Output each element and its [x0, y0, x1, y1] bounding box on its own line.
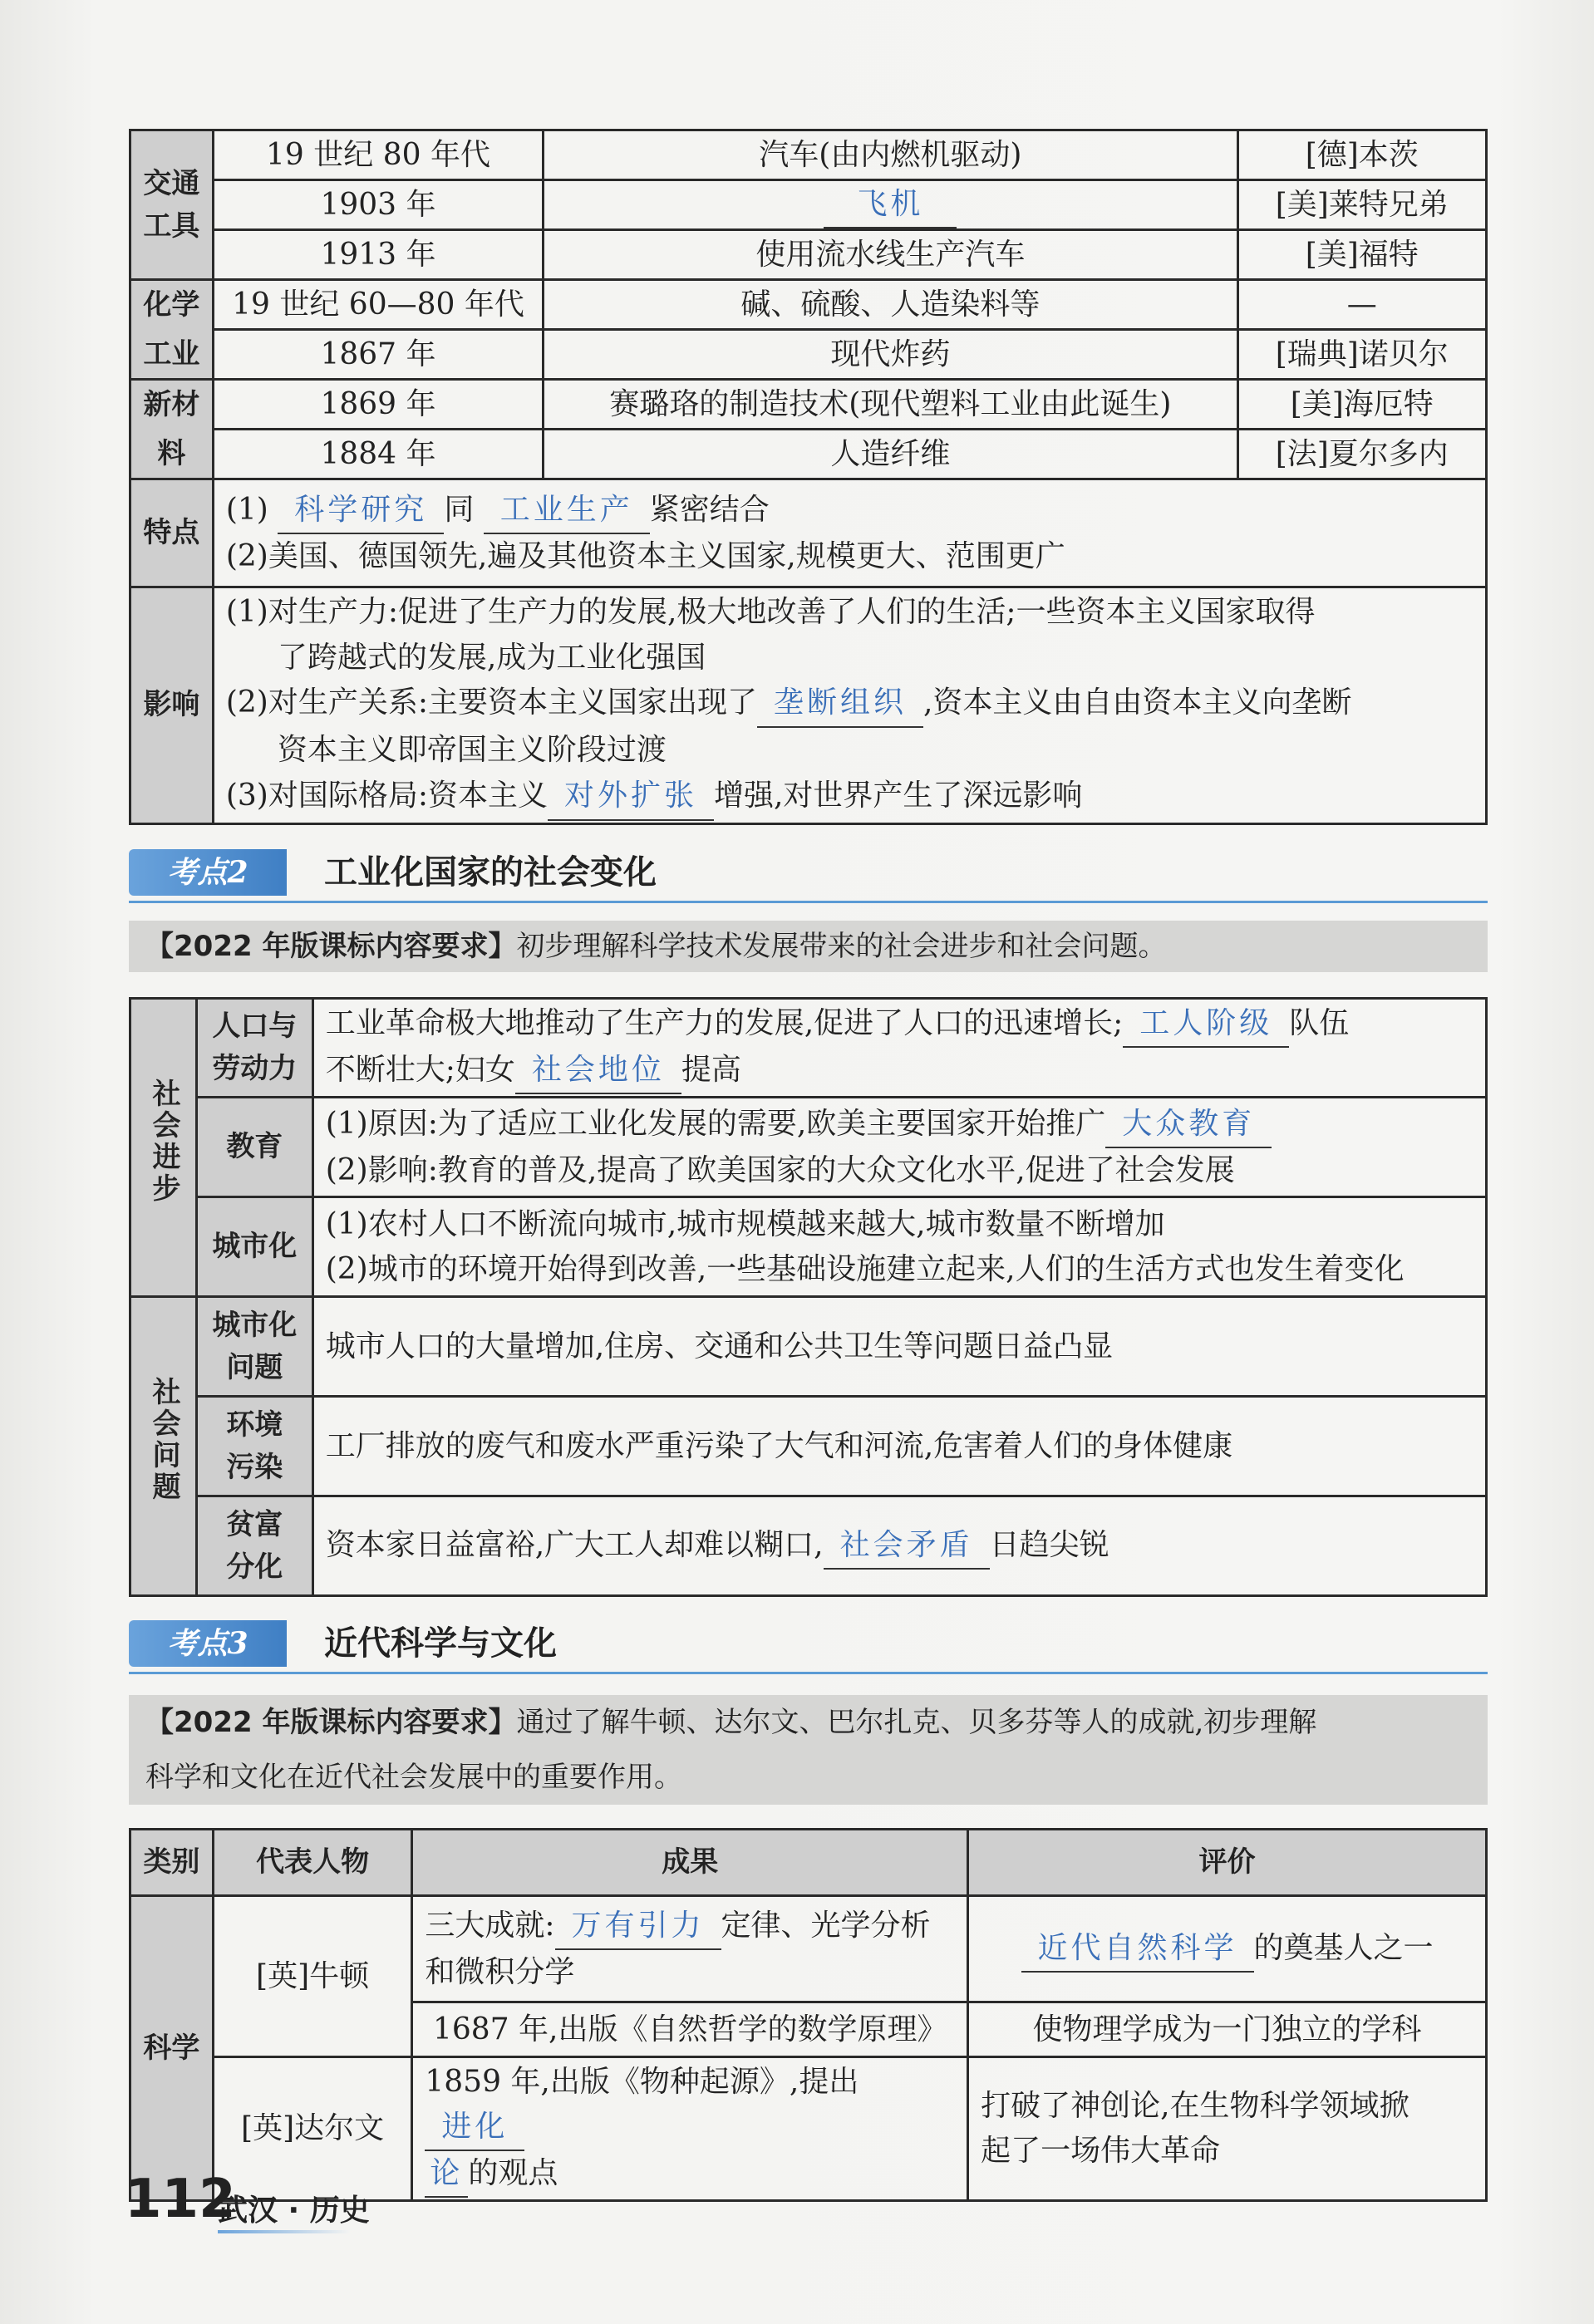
- category-newmat: 新材 料: [130, 380, 214, 479]
- person-cell: [美]海厄特: [1237, 380, 1486, 430]
- person-cell: [美]莱特兄弟: [1237, 180, 1486, 230]
- features-cell: (1) 科学研究 同 工业生产 紧密结合 (2)美国、德国领先,遍及其他资本主义国家,规模更大、范围更广: [213, 479, 1486, 587]
- env-cell: 工厂排放的废气和废水严重污染了大气和河流,危害着人们的身体健康: [312, 1397, 1486, 1496]
- problems-label: 社会问题: [130, 1297, 197, 1596]
- person-cell: [美]福特: [1237, 230, 1486, 280]
- page-number: 112: [125, 2169, 236, 2230]
- answer-blank: 社会矛盾: [824, 1523, 990, 1570]
- category-science: 科学: [130, 1896, 214, 2201]
- table-row: [130, 1496, 1487, 1596]
- progress-label: 社会进步: [130, 999, 197, 1297]
- table-row: [130, 999, 1487, 1098]
- newton-book: 1687 年,出版《自然哲学的数学原理》: [412, 2002, 968, 2057]
- darwin-name: [英]达尔文: [213, 2057, 412, 2201]
- answer-blank: 科学研究: [278, 488, 444, 534]
- time-cell: 1869 年: [213, 380, 543, 430]
- table-row: [130, 430, 1487, 479]
- newton-name: [英]牛顿: [213, 1896, 412, 2057]
- person-cell: [瑞典]诺贝尔: [1237, 330, 1486, 380]
- answer-blank: 万有引力: [555, 1904, 721, 1950]
- newton-achievement: 三大成就: 万有引力 定律、光学分析 和微积分学: [412, 1896, 968, 2002]
- env-label: 环境 污染: [196, 1397, 312, 1496]
- edu-cell: (1)原因:为了适应工业化发展的需要,欧美主要国家开始推广 大众教育 (2)影响:教育的普及,提高了欧美国家的大众文化水平,促进了社会发展: [312, 1098, 1486, 1197]
- section2-requirement: 【2022 年版课标内容要求】初步理解科学技术发展带来的社会进步和社会问题。: [129, 921, 1488, 972]
- header-person: 代表人物: [213, 1830, 412, 1896]
- person-cell: —: [1237, 280, 1486, 330]
- urban-prob-label: 城市化 问题: [196, 1297, 312, 1397]
- time-cell: 1884 年: [213, 430, 543, 479]
- table-row: [130, 330, 1487, 380]
- impact-cell: (1)对生产力:促进了生产力的发展,极大地改善了人们的生活;一些资本主义国家取得 了跨越式的发展,成为工业化强国 (2)对生产关系:主要资本主义国家出现了 垄断组织 ,资本主义由自由资本主义向垄断 资本主义即帝国主义阶段过渡 (3)对国际格局:资本主义 对外扩张 增强,对世界产生了深远影响: [213, 587, 1486, 824]
- table-header-row: [130, 1830, 1487, 1896]
- table-row: [130, 230, 1487, 280]
- social-change-table: [129, 997, 1488, 1597]
- person-cell: [德]本茨: [1237, 130, 1486, 180]
- table-row: [130, 180, 1487, 230]
- newton-eval: 近代自然科学 的奠基人之一: [968, 1896, 1487, 2002]
- content-cell: 使用流水线生产汽车: [544, 230, 1237, 280]
- edu-label: 教育: [196, 1098, 312, 1197]
- table-row: [130, 1397, 1487, 1496]
- section3-header: [129, 1620, 1488, 1674]
- features-label: 特点: [130, 479, 214, 587]
- table-row: [130, 1197, 1487, 1297]
- newton-eval2: 使物理学成为一门独立的学科: [968, 2002, 1487, 2057]
- darwin-eval: 打破了神创论,在生物科学领域掀 起了一场伟大革命: [968, 2057, 1487, 2201]
- person-cell: [法]夏尔多内: [1237, 430, 1486, 479]
- header-category: 类别: [130, 1830, 214, 1896]
- table-row: [130, 280, 1487, 330]
- footer-text: 武汉 · 历史: [218, 2194, 370, 2228]
- features-row: [130, 479, 1487, 587]
- content-cell: 现代炸药: [544, 330, 1237, 380]
- time-cell: 1913 年: [213, 230, 543, 280]
- time-cell: 1903 年: [213, 180, 543, 230]
- answer-blank: 论: [425, 2151, 468, 2198]
- time-cell: 19 世纪 80 年代: [213, 130, 543, 180]
- time-cell: 1867 年: [213, 330, 543, 380]
- darwin-achievement: 1859 年,出版《物种起源》,提出进化 论 的观点: [412, 2057, 968, 2201]
- content-cell: 碱、硫酸、人造染料等: [544, 280, 1237, 330]
- urban-prob-cell: 城市人口的大量增加,住房、交通和公共卫生等问题日益凸显: [312, 1297, 1486, 1397]
- labor-label: 人口与 劳动力: [196, 999, 312, 1098]
- section3-title: 近代科学与文化: [324, 1624, 557, 1663]
- answer-blank: 垄断组织: [757, 680, 923, 728]
- content-cell: 人造纤维: [544, 430, 1237, 479]
- section2-header: [129, 849, 1488, 903]
- table-row: [130, 1896, 1487, 2002]
- category-chem: 化学 工业: [130, 280, 214, 380]
- answer-blank: 进化: [425, 2105, 524, 2151]
- impact-label: 影响: [130, 587, 214, 824]
- answer-blank: 工人阶级: [1123, 1001, 1289, 1048]
- urban-label: 城市化: [196, 1197, 312, 1297]
- table-row: [130, 380, 1487, 430]
- time-cell: 19 世纪 60—80 年代: [213, 280, 543, 330]
- header-evaluation: 评价: [968, 1830, 1487, 1896]
- table-row: [130, 130, 1487, 180]
- content-cell: 赛璐珞的制造技术(现代塑料工业由此诞生): [544, 380, 1237, 430]
- answer-blank: 工业生产: [484, 488, 650, 534]
- table-row: [130, 1297, 1487, 1397]
- section2-title: 工业化国家的社会变化: [324, 853, 657, 892]
- wealth-label: 贫富 分化: [196, 1496, 312, 1596]
- category-transport: 交通 工具: [130, 130, 214, 280]
- answer-blank: 飞机: [824, 182, 957, 228]
- content-cell: [544, 180, 1237, 230]
- inventions-table: [129, 129, 1488, 825]
- table-row: [130, 2057, 1487, 2201]
- table-row: [130, 1098, 1487, 1197]
- answer-blank: 近代自然科学: [1021, 1926, 1254, 1973]
- section2-tag: 考点2: [129, 849, 287, 896]
- footer-underline: [218, 2230, 351, 2233]
- answer-blank: 大众教育: [1105, 1102, 1272, 1148]
- urban-cell: (1)农村人口不断流向城市,城市规模越来越大,城市数量不断增加 (2)城市的环境开始得到改善,一些基础设施建立起来,人们的生活方式也发生着变化: [312, 1197, 1486, 1297]
- labor-cell: 工业革命极大地推动了生产力的发展,促进了人口的迅速增长; 工人阶级 队伍 不断壮大;妇女 社会地位 提高: [312, 999, 1486, 1098]
- content-cell: 汽车(由内燃机驱动): [544, 130, 1237, 180]
- wealth-cell: 资本家日益富裕,广大工人却难以糊口, 社会矛盾 日趋尖锐: [312, 1496, 1486, 1596]
- impact-row: [130, 587, 1487, 824]
- answer-blank: 对外扩张: [548, 774, 714, 821]
- section3-tag: 考点3: [129, 1620, 287, 1667]
- section3-requirement: 【2022 年版课标内容要求】通过了解牛顿、达尔文、巴尔扎克、贝多芬等人的成就,初步理解 科学和文化在近代社会发展中的重要作用。: [129, 1695, 1488, 1805]
- answer-blank: 社会地位: [515, 1048, 681, 1094]
- header-achievement: 成果: [412, 1830, 968, 1896]
- science-table: [129, 1828, 1488, 2202]
